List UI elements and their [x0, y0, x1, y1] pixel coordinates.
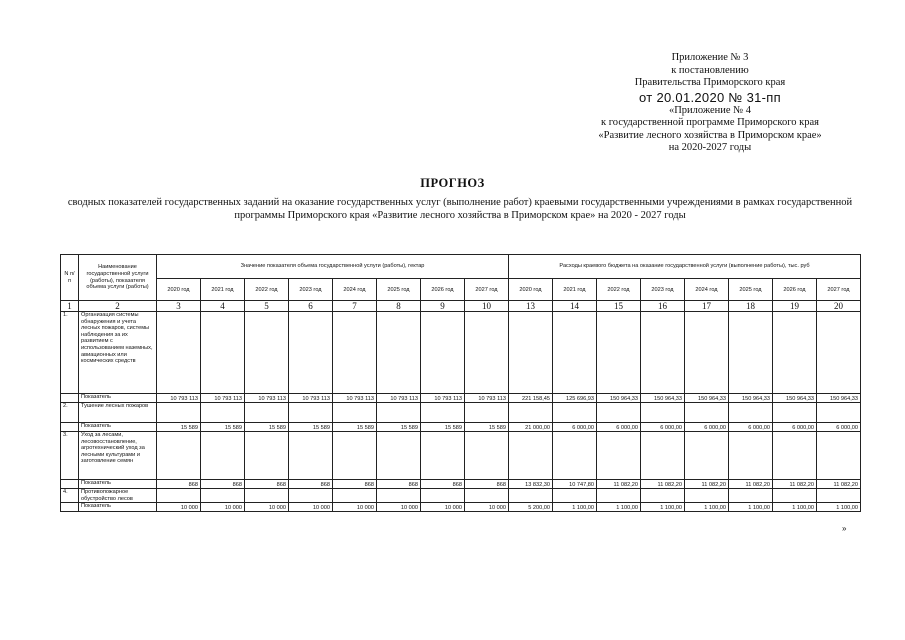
empty-cell [333, 403, 377, 423]
service-name: Противопожарное обустройство лесов [79, 489, 157, 503]
empty-cell [465, 403, 509, 423]
empty-cell [685, 432, 729, 480]
appendix-line-2: к постановлению [671, 64, 749, 76]
header-service-name: Наименование государственной услуги (работы), показателя объема услуги (работы) [79, 255, 157, 301]
empty-cell [333, 489, 377, 503]
empty-cell [465, 312, 509, 394]
table-row [61, 394, 861, 403]
volume-year-header: 2024 год [333, 279, 377, 301]
cost-value: 150 964,33 [685, 394, 729, 403]
cost-value: 11 082,20 [685, 480, 729, 489]
table-row [61, 503, 861, 512]
volume-value: 10 793 113 [421, 394, 465, 403]
column-number: 14 [553, 301, 597, 312]
empty-cell [201, 312, 245, 394]
empty-cell [245, 403, 289, 423]
cost-year-header: 2021 год [553, 279, 597, 301]
empty-cell [157, 432, 201, 480]
volume-value: 10 793 113 [377, 394, 421, 403]
column-number: 7 [333, 301, 377, 312]
service-name: Организация системы обнаружения и учета лесных пожаров, системы наблюдения за их развитием с использованием наземных, авиационных или космических средств [79, 312, 157, 394]
column-number: 8 [377, 301, 421, 312]
document-title: ПРОГНОЗ [420, 176, 485, 190]
volume-year-header: 2021 год [201, 279, 245, 301]
volume-value: 868 [157, 480, 201, 489]
empty-cell [509, 312, 553, 394]
indicator-label: Показатель [79, 480, 157, 489]
column-number: 9 [421, 301, 465, 312]
cost-value: 1 100,00 [553, 503, 597, 512]
volume-value: 15 589 [421, 423, 465, 432]
column-number: 1 [61, 301, 79, 312]
cost-value: 6 000,00 [729, 423, 773, 432]
empty-cell [245, 489, 289, 503]
volume-value: 10 000 [465, 503, 509, 512]
cost-value: 150 964,33 [817, 394, 861, 403]
document-subtitle: сводных показателей государственных заданий на оказание государственных услуг (выполнение работ) краевыми государственными учреждениями в рамках государственной программы Приморского края «Развитие лесного хозяйства в Приморском крае» на 2020 - 2027 годы [67, 197, 853, 221]
empty-cell [729, 312, 773, 394]
row-number: 4. [61, 489, 79, 503]
empty-cell [597, 403, 641, 423]
empty-cell [289, 489, 333, 503]
column-number: 6 [289, 301, 333, 312]
empty-cell [773, 489, 817, 503]
cost-value: 6 000,00 [553, 423, 597, 432]
appendix-header [560, 52, 860, 155]
column-number: 20 [817, 301, 861, 312]
cost-value: 1 100,00 [817, 503, 861, 512]
cost-year-header: 2024 год [685, 279, 729, 301]
row-number-empty [61, 423, 79, 432]
empty-cell [201, 489, 245, 503]
cost-value: 150 964,33 [641, 394, 685, 403]
cost-value: 11 082,20 [773, 480, 817, 489]
empty-cell [553, 403, 597, 423]
row-number: 3. [61, 432, 79, 480]
volume-value: 10 000 [289, 503, 333, 512]
column-number: 15 [597, 301, 641, 312]
row-number: 2. [61, 403, 79, 423]
appendix-line-8: на 2020-2027 годы [668, 142, 752, 153]
cost-value: 6 000,00 [641, 423, 685, 432]
volume-value: 10 000 [157, 503, 201, 512]
empty-cell [509, 403, 553, 423]
empty-cell [377, 403, 421, 423]
cost-value: 125 696,93 [553, 394, 597, 403]
volume-value: 15 589 [245, 423, 289, 432]
empty-cell [729, 432, 773, 480]
empty-cell [597, 489, 641, 503]
volume-value: 10 793 113 [289, 394, 333, 403]
empty-cell [685, 489, 729, 503]
volume-value: 868 [333, 480, 377, 489]
empty-cell [553, 432, 597, 480]
empty-cell [641, 432, 685, 480]
indicator-label: Показатель [79, 394, 157, 403]
cost-value: 150 964,33 [597, 394, 641, 403]
volume-year-header: 2020 год [157, 279, 201, 301]
volume-value: 10 793 113 [157, 394, 201, 403]
cost-value: 13 832,30 [509, 480, 553, 489]
appendix-line-7: «Развитие лесного хозяйства в Приморском крае» [598, 129, 822, 141]
volume-value: 10 000 [421, 503, 465, 512]
cost-year-header: 2022 год [597, 279, 641, 301]
cost-value: 6 000,00 [685, 423, 729, 432]
empty-cell [553, 489, 597, 503]
volume-value: 10 000 [245, 503, 289, 512]
empty-cell [773, 403, 817, 423]
empty-cell [377, 312, 421, 394]
cost-value: 1 100,00 [729, 503, 773, 512]
cost-value: 1 100,00 [773, 503, 817, 512]
empty-cell [553, 312, 597, 394]
volume-value: 10 793 113 [333, 394, 377, 403]
empty-cell [597, 312, 641, 394]
empty-cell [465, 432, 509, 480]
volume-value: 868 [245, 480, 289, 489]
indicator-label: Показатель [79, 503, 157, 512]
cost-value: 10 747,80 [553, 480, 597, 489]
header-number: N п/п [61, 255, 79, 301]
empty-cell [289, 432, 333, 480]
table-row [61, 489, 861, 503]
empty-cell [597, 432, 641, 480]
volume-value: 10 000 [201, 503, 245, 512]
empty-cell [817, 403, 861, 423]
volume-value: 15 589 [377, 423, 421, 432]
cost-value: 221 158,45 [509, 394, 553, 403]
service-name: Уход за лесами, лесовосстановление, агротехнический уход за лесными культурами и заготовление семян [79, 432, 157, 480]
volume-value: 868 [377, 480, 421, 489]
column-number: 10 [465, 301, 509, 312]
empty-cell [245, 432, 289, 480]
cost-year-header: 2023 год [641, 279, 685, 301]
volume-year-header: 2022 год [245, 279, 289, 301]
column-number: 2 [79, 301, 157, 312]
cost-year-header: 2026 год [773, 279, 817, 301]
empty-cell [641, 489, 685, 503]
header-cost-group: Расходы краевого бюджета на оказание государственной услуги (выполнение работы), тыс. руб [509, 255, 861, 279]
volume-year-header: 2027 год [465, 279, 509, 301]
column-number: 17 [685, 301, 729, 312]
empty-cell [201, 403, 245, 423]
volume-value: 868 [289, 480, 333, 489]
empty-cell [685, 403, 729, 423]
empty-cell [245, 312, 289, 394]
cost-value: 5 200,00 [509, 503, 553, 512]
table-row [61, 423, 861, 432]
column-number: 5 [245, 301, 289, 312]
empty-cell [685, 312, 729, 394]
volume-value: 868 [201, 480, 245, 489]
empty-cell [289, 403, 333, 423]
appendix-line-6: к государственной программе Приморского края [601, 117, 819, 128]
empty-cell [157, 403, 201, 423]
volume-value: 15 589 [201, 423, 245, 432]
empty-cell [817, 489, 861, 503]
cost-value: 11 082,20 [729, 480, 773, 489]
empty-cell [773, 312, 817, 394]
row-number-empty [61, 394, 79, 403]
empty-cell [157, 489, 201, 503]
empty-cell [333, 432, 377, 480]
cost-value: 11 082,20 [641, 480, 685, 489]
cost-year-header: 2025 год [729, 279, 773, 301]
empty-cell [641, 403, 685, 423]
empty-cell [509, 489, 553, 503]
cost-value: 11 082,20 [597, 480, 641, 489]
empty-cell [157, 312, 201, 394]
volume-value: 15 589 [333, 423, 377, 432]
resolution-date-number: от 20.01.2020 № 31-пп [639, 89, 781, 105]
column-number: 19 [773, 301, 817, 312]
empty-cell [289, 312, 333, 394]
volume-year-header: 2026 год [421, 279, 465, 301]
empty-cell [201, 432, 245, 480]
empty-cell [465, 489, 509, 503]
empty-cell [817, 432, 861, 480]
volume-value: 15 589 [465, 423, 509, 432]
empty-cell [641, 312, 685, 394]
empty-cell [421, 403, 465, 423]
empty-cell [509, 432, 553, 480]
column-number: 18 [729, 301, 773, 312]
forecast-table [60, 254, 861, 512]
cost-value: 6 000,00 [773, 423, 817, 432]
row-number-empty [61, 503, 79, 512]
empty-cell [729, 403, 773, 423]
cost-value: 1 100,00 [685, 503, 729, 512]
empty-cell [377, 432, 421, 480]
volume-value: 15 589 [289, 423, 333, 432]
empty-cell [773, 432, 817, 480]
table-row [61, 480, 861, 489]
column-number: 13 [509, 301, 553, 312]
volume-value: 868 [421, 480, 465, 489]
cost-value: 11 082,20 [817, 480, 861, 489]
column-number: 3 [157, 301, 201, 312]
cost-value: 1 100,00 [597, 503, 641, 512]
cost-value: 150 964,33 [773, 394, 817, 403]
volume-value: 15 589 [157, 423, 201, 432]
indicator-label: Показатель [79, 423, 157, 432]
row-number: 1. [61, 312, 79, 394]
row-number-empty [61, 480, 79, 489]
table-row [61, 432, 861, 480]
cost-year-header: 2027 год [817, 279, 861, 301]
empty-cell [333, 312, 377, 394]
cost-value: 6 000,00 [817, 423, 861, 432]
continuation-mark: » [842, 524, 847, 533]
header-volume-group: Значение показателя объема государственной услуги (работы), гектар [157, 255, 509, 279]
cost-value: 6 000,00 [597, 423, 641, 432]
cost-value: 150 964,33 [729, 394, 773, 403]
cost-value: 21 000,00 [509, 423, 553, 432]
column-number: 4 [201, 301, 245, 312]
volume-value: 10 793 113 [201, 394, 245, 403]
volume-value: 10 793 113 [245, 394, 289, 403]
volume-value: 10 793 113 [465, 394, 509, 403]
empty-cell [421, 312, 465, 394]
cost-year-header: 2020 год [509, 279, 553, 301]
service-name: Тушение лесных пожаров [79, 403, 157, 423]
appendix-line-1: Приложение № 3 [671, 52, 749, 63]
empty-cell [421, 489, 465, 503]
volume-value: 10 000 [377, 503, 421, 512]
empty-cell [817, 312, 861, 394]
column-number: 16 [641, 301, 685, 312]
volume-value: 868 [465, 480, 509, 489]
empty-cell [421, 432, 465, 480]
appendix-line-3: Правительства Приморского края [634, 77, 786, 88]
table-row [61, 403, 861, 423]
volume-year-header: 2025 год [377, 279, 421, 301]
volume-value: 10 000 [333, 503, 377, 512]
empty-cell [377, 489, 421, 503]
volume-year-header: 2023 год [289, 279, 333, 301]
appendix-line-5: «Приложение № 4 [668, 104, 752, 116]
cost-value: 1 100,00 [641, 503, 685, 512]
table-row [61, 312, 861, 394]
empty-cell [729, 489, 773, 503]
